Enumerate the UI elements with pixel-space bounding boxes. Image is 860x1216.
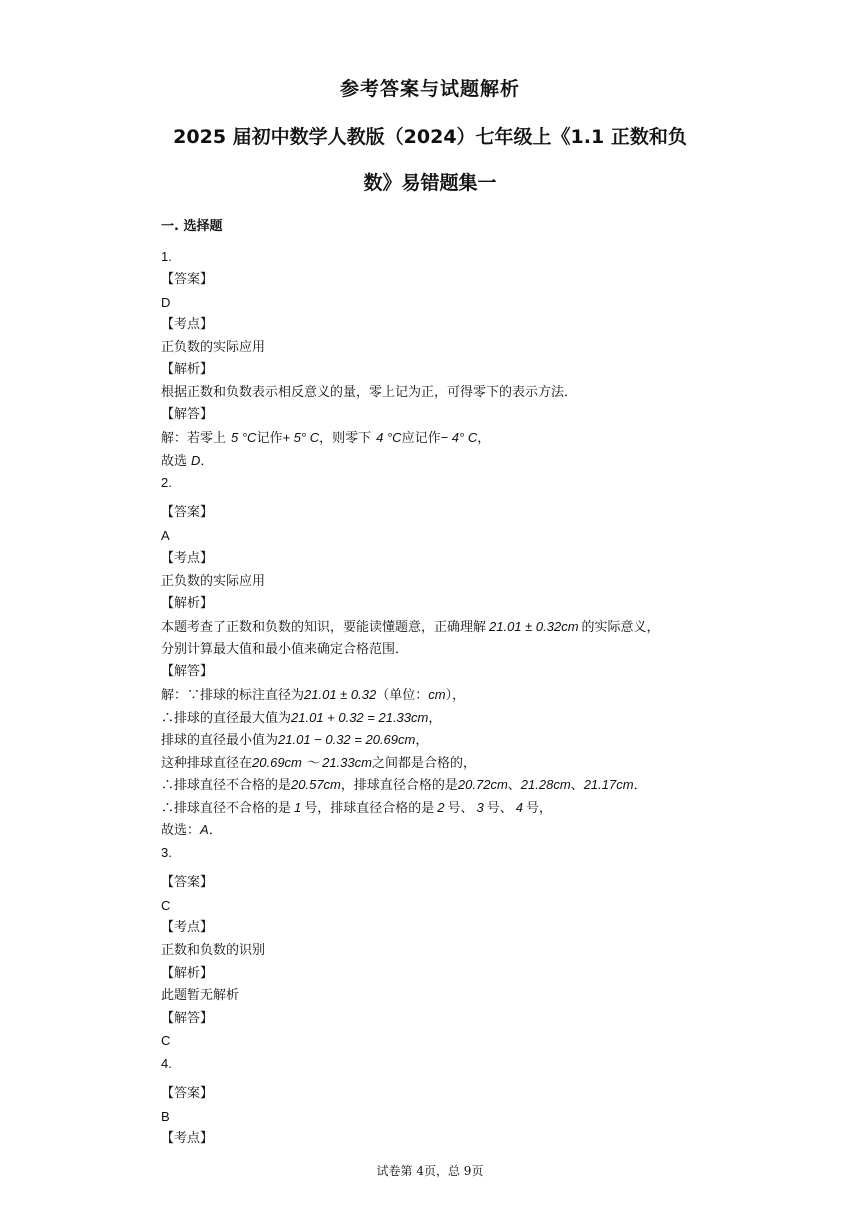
q2-sol-text: （单位： <box>376 688 429 703</box>
q1-sol-math: 5 °C <box>231 430 257 445</box>
q2-analysis-line2: 分别计算最大值和最小值来确定合格范围． <box>161 642 409 657</box>
q2-sol-text: ． <box>633 778 647 793</box>
q2-sol-math: 3 <box>476 800 484 815</box>
q3-answer-label: 【答案】 <box>161 875 214 890</box>
q1-point: 正负数的实际应用 <box>161 340 266 355</box>
q2-sol-text: ∴排球直径不合格的是 <box>161 801 292 816</box>
q1-sol-math: + 5° C <box>282 430 320 445</box>
q1-analysis: 根据正数和负数表示相反意义的量，零上记为正，可得零下的表示方法． <box>161 385 578 400</box>
q1-conc-text: ． <box>200 454 214 469</box>
q1-solution <box>161 430 490 447</box>
q2-answer-label: 【答案】 <box>161 505 214 520</box>
q2-sol-text: ， <box>415 733 429 748</box>
q1-conc-choice: D <box>191 453 201 468</box>
q2-sol-math: 20.57cm <box>291 777 341 792</box>
q1-solution-label: 【解答】 <box>161 407 214 422</box>
q2-sol-math: 21.01 − 0.32 = 20.69cm <box>278 732 416 747</box>
q2-sol-math: 2 <box>437 800 445 815</box>
q2-sol-text: ∴排球直径不合格的是 <box>161 778 292 793</box>
q2-sol-text: 号， <box>526 801 553 816</box>
q2-sol-math: 20.69cm ～ 21.33cm <box>252 755 372 770</box>
q2-sol-text: 号，排球直径合格的是 <box>304 801 435 816</box>
q4-number: 4. <box>161 1056 172 1071</box>
q2-analysis-text: 本题考查了正数和负数的知识，要能读懂题意，正确理解 <box>161 620 487 635</box>
q1-sol-text: 记作 <box>256 431 283 446</box>
q2-sol-math: 1 <box>294 800 302 815</box>
q3-point-label: 【考点】 <box>161 920 214 935</box>
q2-sol-math: 21.17cm <box>583 777 634 792</box>
q2-sol-math: 21.01 + 0.32 = 21.33cm <box>291 710 429 725</box>
q1-conc-text: 故选 <box>161 454 188 469</box>
q1-answer-label: 【答案】 <box>161 272 214 287</box>
q3-solution-label: 【解答】 <box>161 1011 214 1026</box>
q2-sol-text: 、 <box>507 778 521 793</box>
q1-number: 1. <box>161 249 172 264</box>
q2-sol-text: ， <box>428 711 442 726</box>
q2-solution-line3 <box>161 732 428 749</box>
q2-analysis-label: 【解析】 <box>161 596 214 611</box>
q2-conc-text: ． <box>208 823 222 838</box>
q2-analysis-math: 21.01 ± 0.32cm <box>489 619 579 634</box>
q2-solution-line5 <box>161 777 647 794</box>
q2-sol-text: ）， <box>445 688 466 703</box>
q2-sol-text: 排球的直径最小值为 <box>161 733 279 748</box>
q1-answer: D <box>161 295 171 310</box>
q2-sol-math: 21.01 ± 0.32 <box>304 687 377 702</box>
q2-answer: A <box>161 528 170 543</box>
q2-analysis-text: 的实际意义， <box>581 620 660 635</box>
q1-point-label: 【考点】 <box>161 317 214 332</box>
q1-analysis-label: 【解析】 <box>161 362 214 377</box>
q2-conclusion <box>161 822 222 839</box>
q3-answer: C <box>161 898 171 913</box>
q2-conc-choice: A <box>200 822 209 837</box>
q4-answer: B <box>161 1109 170 1124</box>
q2-sol-text: 之间都是合格的， <box>371 756 476 771</box>
q1-sol-text: ，则零下 <box>319 431 372 446</box>
q2-sol-text: 解：∵排球的标注直径为 <box>161 688 305 703</box>
section-heading: 一. 选择题 <box>161 219 223 234</box>
q1-sol-text: ， <box>477 431 491 446</box>
q1-conclusion <box>161 453 213 470</box>
q2-sol-text: ∴排球的直径最大值为 <box>161 711 292 726</box>
doc-subtitle-line1: 2025 届初中数学人教版（2024）七年级上《1.1 正数和负 <box>173 126 687 148</box>
q2-sol-math: 4 <box>515 800 523 815</box>
q2-sol-text: 、 <box>570 778 584 793</box>
q4-answer-label: 【答案】 <box>161 1086 214 1101</box>
q1-sol-math: 4 °C <box>376 430 402 445</box>
q1-sol-text: 解：若零上 <box>161 431 227 446</box>
q2-point-label: 【考点】 <box>161 551 214 566</box>
q2-sol-text: 号、 <box>486 801 513 816</box>
q3-number: 3. <box>161 845 172 860</box>
q2-sol-math: 21.28cm <box>520 777 571 792</box>
q2-number: 2. <box>161 475 172 490</box>
doc-subtitle-line2: 数》易错题集一 <box>363 172 497 194</box>
q2-solution-line1 <box>161 687 465 704</box>
q2-solution-label: 【解答】 <box>161 664 214 679</box>
q2-point: 正负数的实际应用 <box>161 574 266 589</box>
page-footer: 试卷第 4页，总 9页 <box>376 1164 484 1178</box>
q4-point-label: 【考点】 <box>161 1131 214 1146</box>
q2-sol-math: cm <box>428 687 446 702</box>
q3-analysis-label: 【解析】 <box>161 966 214 981</box>
doc-title: 参考答案与试题解析 <box>339 78 520 100</box>
q2-conc-text: 故选： <box>161 823 201 838</box>
q2-solution-line4 <box>161 755 476 772</box>
q2-sol-text: ，排球直径合格的是 <box>340 778 458 793</box>
q1-sol-math: − 4° C <box>440 430 478 445</box>
q2-sol-text: 这种排球直径在 <box>161 756 253 771</box>
q2-solution-line6 <box>161 800 552 817</box>
q1-sol-text: 应记作 <box>401 431 441 446</box>
q3-point: 正数和负数的识别 <box>161 943 266 958</box>
q2-analysis-line1 <box>161 619 660 636</box>
q3-solution: C <box>161 1033 171 1048</box>
q2-sol-math: 20.72cm <box>457 777 508 792</box>
q3-analysis: 此题暂无解析 <box>161 988 240 1003</box>
q2-solution-line2 <box>161 710 441 727</box>
q2-sol-text: 号、 <box>447 801 474 816</box>
